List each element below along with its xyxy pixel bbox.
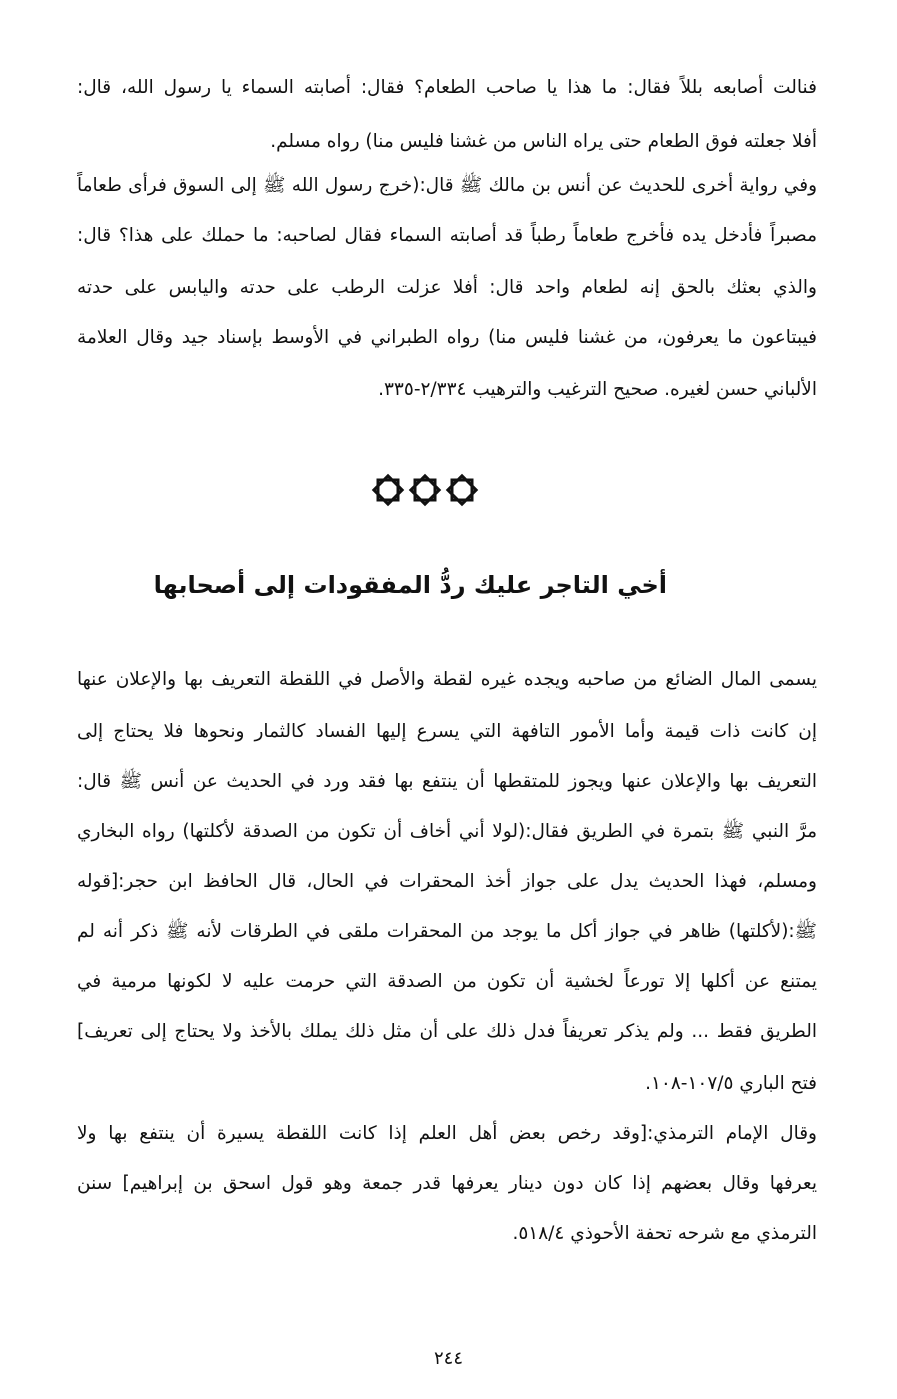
text-line: أفلا جعلته فوق الطعام حتى يراه الناس من غشنا فليس منا) رواه مسلم. [270, 131, 817, 152]
ornament-divider-icon [370, 470, 480, 510]
page-number: ٢٤٤ [433, 1348, 463, 1369]
text-line: الألباني حسن لغيره. صحيح الترغيب والترهيب ٢/٣٣٤-٣٣٥. [378, 379, 817, 400]
text-line: إن كانت ذات قيمة وأما الأمور التافهة التي يسرع إليها الفساد كالثمار ونحوها فلا يحتاج إلى [77, 721, 817, 742]
text-line: فتح الباري ١٠٧/٥-١٠٨. [645, 1073, 817, 1094]
text-line: مرَّ النبي ﷺ بتمرة في الطريق فقال:(لولا أني أخاف أن تكون من الصدقة لأكلتها) رواه البخاري [77, 821, 817, 842]
text-line: فنالت أصابعه بللاً فقال: ما هذا يا صاحب الطعام؟ فقال: أصابته السماء يا رسول الله، قال: [77, 77, 817, 98]
text-line: وفي رواية أخرى للحديث عن أنس بن مالك ﷺ قال:(خرج رسول الله ﷺ إلى السوق فرأى طعاماً [77, 175, 817, 196]
text-line: الترمذي مع شرحه تحفة الأحوذي ٥١٨/٤. [512, 1223, 817, 1244]
text-line: يعرفها وقال بعضهم إذا كان دون دينار يعرفها قدر جمعة وهو قول اسحق بن إبراهيم] سنن [77, 1173, 817, 1194]
text-line: الطريق فقط ... ولم يذكر تعريفاً فدل ذلك على أن مثل ذلك يملك بالأخذ ولا يحتاج إلى تعريف] [77, 1021, 817, 1042]
text-line: فيبتاعون ما يعرفون، من غشنا فليس منا) رواه الطبراني في الأوسط بإسناد جيد وقال العلامة [77, 327, 817, 348]
text-line: والذي بعثك بالحق إنه لطعام واحد قال: أفلا عزلت الرطب على حدته واليابس على حدته [77, 277, 817, 298]
text-line: ﷺ:(لأكلتها) ظاهر في جواز أكل ما يوجد من المحقرات ملقى في الطرقات لأنه ﷺ ذكر أنه لم [77, 921, 817, 942]
text-line: يسمى المال الضائع من صاحبه ويجده غيره لقطة والأصل في اللقطة التعريف بها والإعلان عنها [77, 669, 817, 690]
text-line: يمتنع عن أكلها إلا تورعاً لخشية أن تكون من الصدقة التي حرمت عليه لا لكونها مرمية في [77, 971, 817, 992]
text-line: التعريف بها والإعلان عنها ويجوز للمتقطها أن ينتفع بها فقد ورد في الحديث عن أنس ﷺ قال: [77, 771, 817, 792]
text-line: وقال الإمام الترمذي:[وقد رخص بعض أهل العلم إذا كانت اللقطة يسيرة أن ينتفع بها ولا [77, 1123, 817, 1144]
text-line: ومسلم، فهذا الحديث يدل على جواز أخذ المحقرات في الحال، قال الحافظ ابن حجر:[قوله [77, 871, 817, 892]
text-line: مصبراً فأدخل يده فأخرج طعاماً رطباً قد أصابته السماء فقال لصاحبه: ما حملك على هذا؟ قال: [77, 225, 817, 246]
section-title: أخي التاجر عليك ردُّ المفقودات إلى أصحابها [153, 571, 667, 599]
